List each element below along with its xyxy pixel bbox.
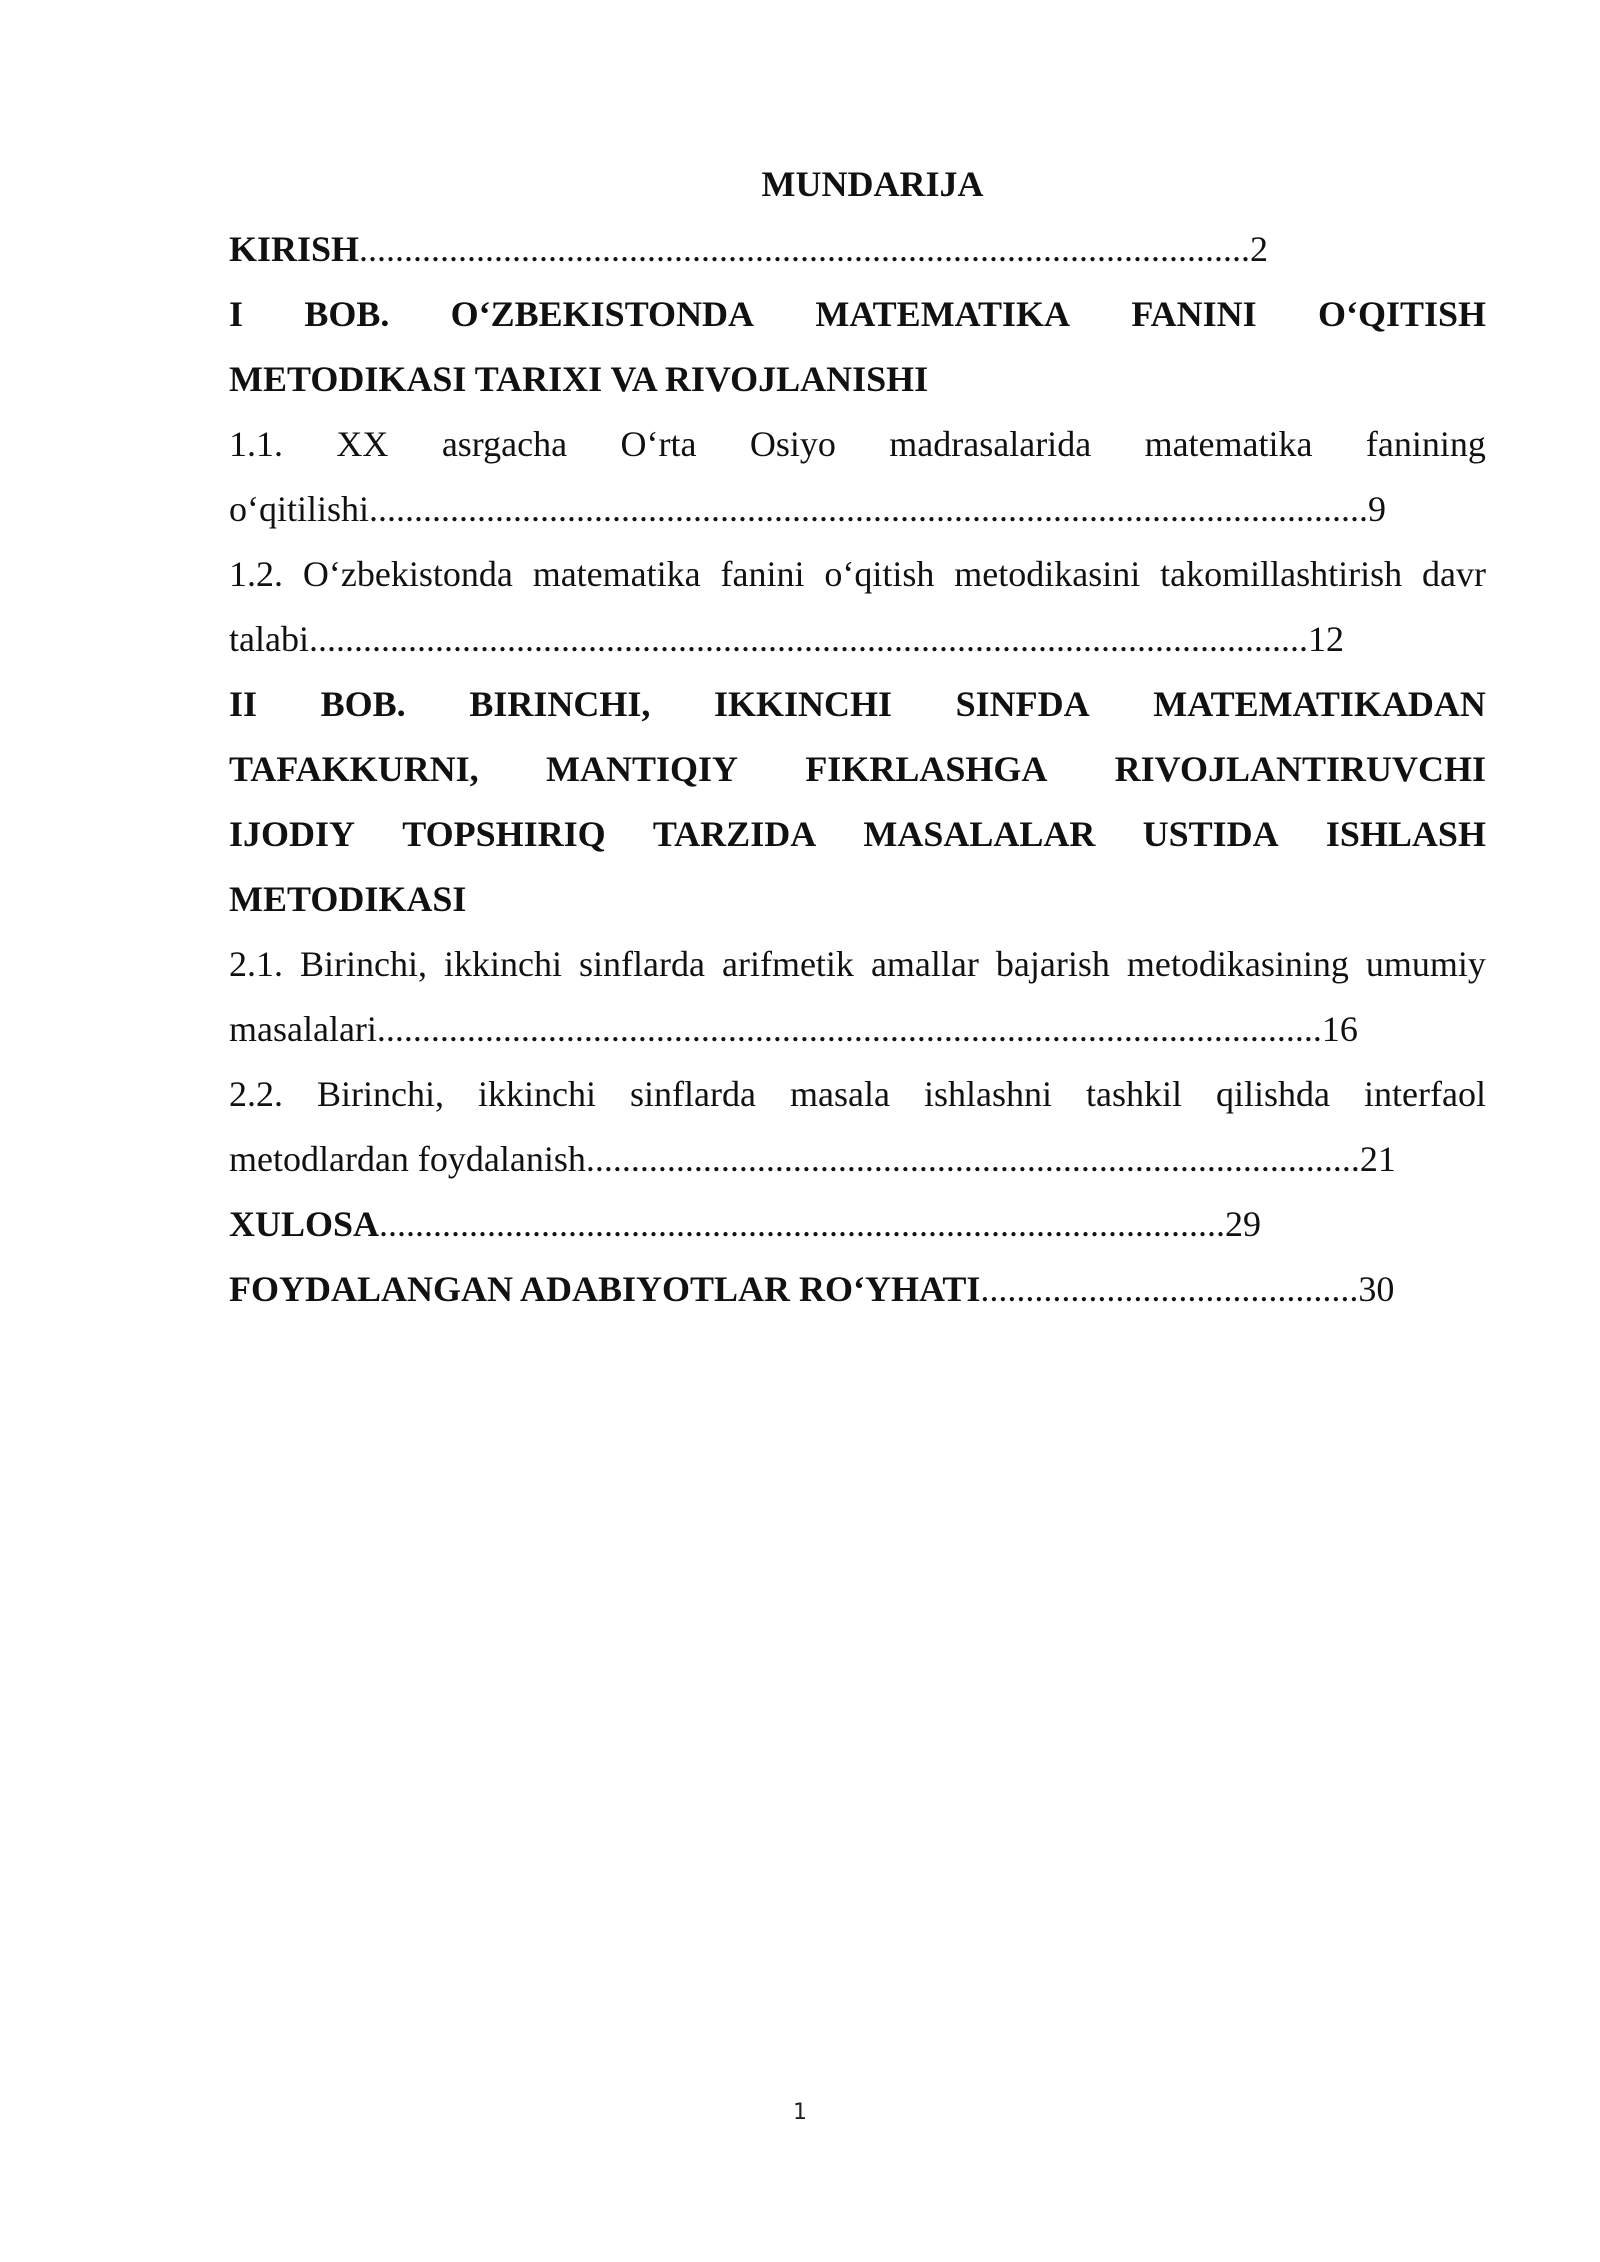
toc-word: TAFAKKURNI,: [229, 749, 479, 789]
toc-word: MASALALAR: [863, 814, 1096, 854]
toc-word: davr: [1421, 554, 1486, 594]
toc-entry-kirish: [229, 217, 1486, 282]
toc-word: IKKINCHI: [713, 684, 893, 724]
toc-word: MATEMATIKA: [815, 294, 1071, 334]
toc-word: 1.2.: [229, 554, 283, 594]
toc-word: ikkinchi: [478, 1074, 596, 1114]
toc-word: TOPSHIRIQ: [402, 814, 606, 854]
toc-word: MANTIQIY: [545, 749, 738, 789]
toc-leader-dots: ...............................................................................................................: [308, 619, 1308, 659]
toc-page-number: 30: [1358, 1269, 1395, 1309]
toc-word: umumiy: [1365, 944, 1486, 984]
toc-word: FANINI: [1131, 294, 1257, 334]
toc-entry-label: XULOSA: [229, 1204, 380, 1244]
toc-chapter2-line4: METODIKASI: [229, 879, 467, 919]
toc-section-2-1-line2: [229, 997, 1486, 1062]
toc-word: USTIDA: [1142, 814, 1279, 854]
toc-word: ishlashni: [923, 1074, 1052, 1114]
toc-word: metodikasining: [1126, 944, 1349, 984]
toc-word: amallar: [870, 944, 979, 984]
toc-leader-dots: ...................................................................................................: [359, 229, 1251, 269]
toc-section-2-2-line2: [229, 1127, 1486, 1192]
toc-word: bajarish: [995, 944, 1110, 984]
toc-word: IJODIY: [229, 814, 356, 854]
toc-word: matematika: [1144, 424, 1313, 464]
toc-word: qilishda: [1216, 1074, 1330, 1114]
toc-word: SINFDA: [955, 684, 1090, 724]
toc-word: asrgacha: [441, 424, 568, 464]
toc-word: ikkinchi: [444, 944, 562, 984]
toc-chapter2-line1: [229, 672, 1486, 737]
toc-word: madrasalarida: [889, 424, 1092, 464]
toc-entry-label: talabi: [229, 619, 309, 659]
toc-word: O‘rta: [620, 424, 697, 464]
toc-page-number: 12: [1307, 619, 1344, 659]
toc-chapter2-line3: [229, 802, 1486, 867]
toc-leader-dots: ......................................................................................: [585, 1139, 1360, 1179]
toc-entry-label: FOYDALANGAN ADABIYOTLAR RO‘YHATI: [229, 1269, 981, 1309]
toc-word: metodikasini: [954, 554, 1141, 594]
toc-page-number: 9: [1368, 489, 1387, 529]
toc-section-1-2-line1: [229, 542, 1486, 607]
toc-word: arifmetik: [721, 944, 854, 984]
toc-chapter2-line2: [229, 737, 1486, 802]
toc-word: sinflarda: [579, 944, 705, 984]
toc-word: BOB.: [304, 294, 390, 334]
toc-word: interfaol: [1364, 1074, 1486, 1114]
toc-section-1-1-line2: [229, 477, 1486, 542]
toc-word: Birinchi,: [317, 1074, 444, 1114]
toc-page-number: 16: [1321, 1009, 1358, 1049]
toc-word: sinflarda: [630, 1074, 756, 1114]
toc-word: o‘qitish: [824, 554, 935, 594]
table-of-contents: [229, 152, 1486, 1322]
toc-leader-dots: ..........................................: [980, 1269, 1359, 1309]
toc-word: masala: [789, 1074, 890, 1114]
toc-entry-adabiyotlar: [229, 1257, 1486, 1322]
toc-word: 1.1.: [229, 424, 283, 464]
toc-chapter1-line2: METODIKASI TARIXI VA RIVOJLANISHI: [229, 359, 929, 399]
toc-word: fanini: [720, 554, 805, 594]
toc-word: Osiyo: [749, 424, 836, 464]
toc-section-2-1-line1: [229, 932, 1486, 997]
toc-word: O‘QITISH: [1317, 294, 1486, 334]
toc-word: Birinchi,: [300, 944, 427, 984]
toc-word: ISHLASH: [1325, 814, 1486, 854]
toc-word: O‘zbekistonda: [302, 554, 513, 594]
toc-word: XX: [336, 424, 389, 464]
toc-word: II: [229, 684, 258, 724]
toc-word: I: [229, 294, 244, 334]
toc-word: 2.1.: [229, 944, 283, 984]
toc-word: O‘ZBEKISTONDA: [450, 294, 755, 334]
toc-word: BIRINCHI,: [469, 684, 651, 724]
toc-page-number: 2: [1250, 229, 1269, 269]
toc-entry-xulosa: [229, 1192, 1486, 1257]
toc-entry-label: masalalari: [229, 1009, 377, 1049]
toc-word: BOB.: [320, 684, 406, 724]
toc-entry-label: KIRISH: [229, 229, 360, 269]
toc-word: tashkil: [1085, 1074, 1182, 1114]
toc-word: FIKRLASHGA: [805, 749, 1048, 789]
toc-title: MUNDARIJA: [761, 164, 984, 204]
toc-word: takomillashtirish: [1160, 554, 1403, 594]
toc-entry-label: o‘qitilishi: [229, 489, 370, 529]
toc-entry-label: metodlardan foydalanish: [229, 1139, 586, 1179]
toc-word: fanining: [1365, 424, 1486, 464]
toc-word: matematika: [532, 554, 701, 594]
toc-leader-dots: ...............................................................................................................: [369, 489, 1369, 529]
toc-leader-dots: .........................................................................................................: [376, 1009, 1322, 1049]
toc-section-1-2-line2: [229, 607, 1486, 672]
toc-section-2-2-line1: [229, 1062, 1486, 1127]
footer-page-number: 1: [793, 2100, 807, 2125]
toc-page-number: 29: [1225, 1204, 1262, 1244]
toc-word: MATEMATIKADAN: [1153, 684, 1486, 724]
toc-word: RIVOJLANTIRUVCHI: [1114, 749, 1486, 789]
toc-section-1-1-line1: [229, 412, 1486, 477]
toc-page-number: 21: [1359, 1139, 1396, 1179]
toc-leader-dots: ..............................................................................................: [379, 1204, 1226, 1244]
toc-chapter1-line1: [229, 282, 1486, 347]
toc-word: 2.2.: [229, 1074, 283, 1114]
toc-word: TARZIDA: [652, 814, 817, 854]
